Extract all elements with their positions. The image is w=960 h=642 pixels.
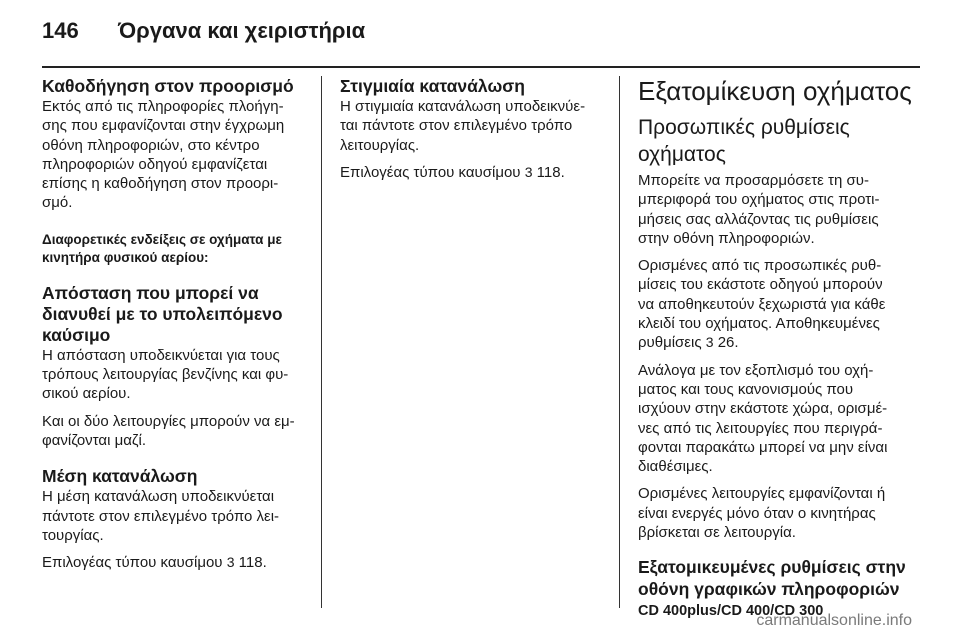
heading-personal-settings — [638, 114, 920, 168]
text-line: ματος και τους κανονισμούς που — [638, 380, 854, 398]
heading-average-consumption: Μέση κατανάλωση — [42, 466, 198, 487]
text-line: οθόνη γραφικών πληροφοριών — [638, 579, 900, 600]
page-number: 146 — [42, 18, 79, 43]
text-line: Ορισμένες από τις προσωπικές ρυθ- — [638, 257, 882, 275]
heading-destination-guidance: Καθοδήγηση στον προορισμό — [42, 76, 294, 96]
paragraph — [638, 256, 920, 352]
text-line: διανυθεί με το υπολειπόμενο — [42, 303, 283, 324]
text-line: Προσωπικές ρυθμίσεις — [638, 116, 850, 139]
text-line: οθόνη πληροφοριών, στο κέντρο — [42, 136, 260, 154]
text-line: μήσεις σας αλλάζοντας τις ρυθμίσεις — [638, 210, 879, 228]
text-line: πάντοτε στον επιλεγμένο τρόπο λει- — [42, 507, 280, 525]
fuel-selector-reference — [42, 553, 310, 572]
text-line: οχήματος — [638, 143, 726, 166]
paragraph — [638, 484, 920, 542]
text: ρυθμίσεις — [638, 334, 702, 352]
text-line: Μπορείτε να προσαρμόσετε τη συ- — [638, 172, 869, 189]
text-line: να αποθηκευτούν ξεχωριστά για κάθε — [638, 295, 886, 313]
text-line: σης που εμφανίζονται στην έγχρωμη — [42, 117, 285, 135]
text: Επιλογέας τύπου καυσίμου — [340, 163, 521, 181]
text-line: Η στιγμιαία κατανάλωση υποδεικνύε- — [340, 98, 586, 115]
heading-instant-consumption: Στιγμιαία κατανάλωση — [340, 76, 525, 96]
paragraph — [638, 361, 920, 477]
text-line: στην οθόνη πληροφοριών. — [638, 229, 815, 247]
page-ref-link[interactable]: 118. — [238, 554, 267, 572]
text: Επιλογέας τύπου καυσίμου — [42, 554, 223, 572]
text-line: σμό. — [42, 194, 73, 212]
page-ref-icon: 3 — [705, 334, 714, 351]
column-2 — [340, 76, 600, 190]
text-line: τρόπους λειτουργίας βενζίνης και φυ- — [42, 366, 289, 384]
column-3 — [638, 76, 920, 620]
section-title: Εξατομίκευση οχήματος — [638, 76, 912, 106]
text-line: Και οι δύο λειτουργίες μπορούν να εμ- — [42, 412, 295, 430]
text-line: κινητήρα φυσικού αερίου: — [42, 249, 209, 265]
heading-range — [42, 283, 310, 346]
text-line: είναι ενεργές μόνο όταν ο κινητήρας — [638, 504, 876, 522]
page-ref-icon: 3 — [524, 163, 533, 180]
paragraph — [42, 487, 310, 545]
text-line: μπεριφορά του οχήματος στις προτι- — [638, 191, 880, 209]
paragraph — [42, 412, 310, 451]
paragraph — [340, 97, 600, 155]
model-list: CD 400plus/CD 400/CD 300 — [638, 603, 824, 620]
text-line: Ορισμένες λειτουργίες εμφανίζονται ή — [638, 485, 886, 503]
text-line: Απόσταση που μπορεί να — [42, 282, 259, 303]
text-line: νες από τις λειτουργίες που περιγρά- — [638, 419, 883, 437]
page-ref-link[interactable]: 118. — [536, 163, 565, 181]
text-line: Εκτός από τις πληροφορίες πλοήγη- — [42, 98, 284, 115]
footer-watermark: carmanualsonline.info — [756, 612, 912, 629]
header-rule — [42, 66, 920, 68]
text-line: Η μέση κατανάλωση υποδεικνύεται — [42, 488, 275, 506]
text-line: Εξατομικευμένες ρυθμίσεις στην — [638, 557, 906, 578]
page-ref-link[interactable]: 26. — [717, 334, 739, 352]
text-line: φονται παρακάτω μπορεί να μην είναι — [638, 438, 888, 456]
page-title: Όργανα και χειριστήρια — [118, 18, 366, 43]
fuel-selector-reference — [340, 163, 600, 182]
text-line: βρίσκεται σε λειτουργία. — [638, 524, 796, 542]
text-line: φανίζονται μαζί. — [42, 431, 146, 449]
paragraph — [638, 171, 920, 248]
text-line: Η απόσταση υποδεικνύεται για τους — [42, 346, 280, 364]
column-divider — [619, 76, 620, 608]
column-divider — [321, 76, 322, 608]
subheading-gas-vehicles — [42, 231, 310, 267]
text-line: καύσιμο — [42, 324, 111, 345]
text-line: λειτουργίας. — [340, 136, 420, 154]
text-line: μίσεις του εκάστοτε οδηγού μπορούν — [638, 276, 883, 294]
text-line: πληροφοριών οδηγού εμφανίζεται — [42, 155, 268, 173]
text-line: επίσης η καθοδήγηση στον προορι- — [42, 175, 279, 193]
text-line — [638, 333, 920, 352]
paragraph — [42, 346, 310, 404]
text-line: σικού αερίου. — [42, 385, 131, 403]
paragraph — [42, 97, 310, 213]
text-line: Διαφορετικές ενδείξεις σε οχήματα με — [42, 231, 282, 247]
heading-graphic-info-display — [638, 556, 920, 600]
text-line: ται πάντοτε στον επιλεγμένο τρόπο — [340, 117, 573, 135]
text-line: κλειδί του οχήματος. Αποθηκευμένες — [638, 315, 880, 333]
text-line: τουργίας. — [42, 526, 104, 544]
page-ref-icon: 3 — [226, 554, 235, 571]
column-1 — [42, 76, 310, 580]
text-line: Ανάλογα με τον εξοπλισμό του οχή- — [638, 361, 874, 379]
text-line: ισχύουν στην εκάστοτε χώρα, ορισμέ- — [638, 400, 888, 418]
text-line: διαθέσιμες. — [638, 458, 713, 476]
